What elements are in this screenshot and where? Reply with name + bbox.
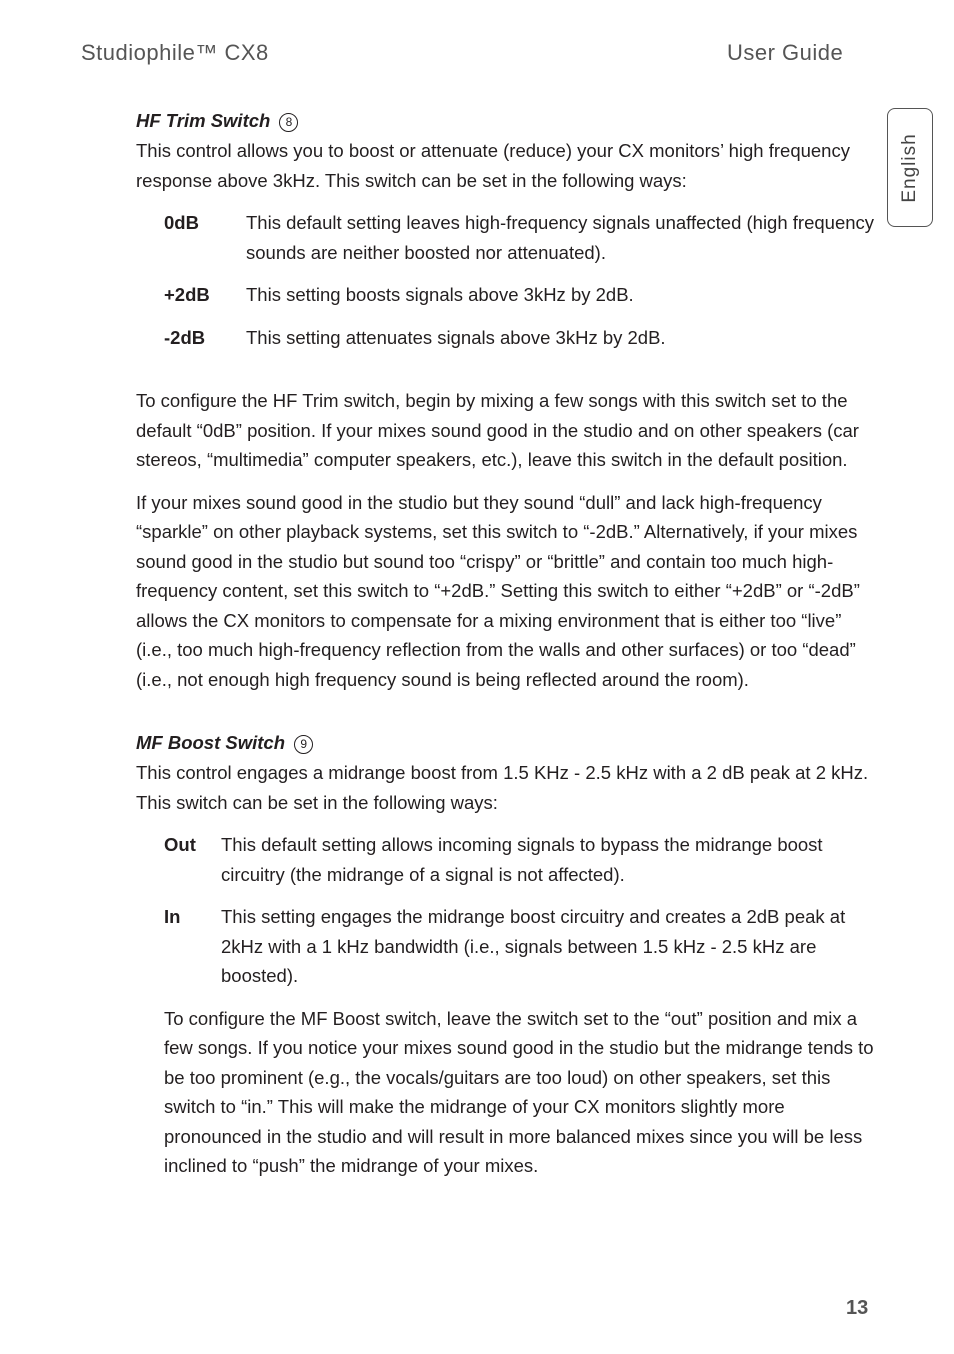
hf-trim-options: [164, 208, 876, 352]
hf-trim-paragraph-1: To configure the HF Trim switch, begin by mixing a few songs with this switch set to the default “0dB” position. If your mixes sound good in the studio and on other speakers (car stereos, “multimedia” computer speakers, etc.), leave this switch in the default position.: [136, 390, 859, 470]
option-description: This default setting leaves high-frequency signals unaffected (high frequency sounds are neither boosted nor attenuated).: [246, 212, 875, 263]
option-key: +2dB: [164, 284, 210, 305]
option-key: Out: [164, 834, 196, 855]
language-tab: [887, 108, 933, 227]
header-product-title: Studiophile™ CX8: [81, 40, 269, 65]
option-row: [164, 280, 876, 310]
option-description: This default setting allows incoming signals to bypass the midrange boost circuitry (the midrange of a signal is not affected).: [221, 834, 823, 885]
option-row: [164, 902, 876, 991]
mf-boost-intro: This control engages a midrange boost from 1.5 KHz - 2.5 kHz with a 2 dB peak at 2 kHz. This switch can be set in the following ways:: [136, 762, 869, 813]
hf-trim-intro: This control allows you to boost or attenuate (reduce) your CX monitors’ high frequency response above 3kHz. This switch can be set in the following ways:: [136, 140, 850, 191]
hf-trim-heading: [136, 106, 876, 136]
mf-boost-paragraph-1: To configure the MF Boost switch, leave the switch set to the “out” position and mix a few songs. If you notice your mixes sound good in the studio but the midrange tends to be too prominent (e.g., the vocals/guitars are too loud) on other speakers, set this switch to “in.” This will make the midrange of your CX monitors slightly more pronounced in the studio and will result in more balanced mixes since you will be less inclined to “push” the midrange of your mixes.: [164, 1007, 874, 1176]
option-row: [164, 208, 876, 267]
spacer: [136, 365, 876, 386]
mf-boost-title: MF Boost Switch: [136, 732, 286, 753]
header-guide-title: User Guide: [727, 40, 844, 65]
hf-trim-title: HF Trim Switch: [136, 110, 271, 131]
mf-boost-number-badge: 9: [294, 735, 313, 754]
page-number: 13: [846, 1297, 869, 1319]
mf-boost-options: [164, 830, 876, 991]
hf-trim-paragraph-2: If your mixes sound good in the studio but they sound “dull” and lack high-frequency “sparkle” on other playback systems, set this switch to “-2dB.” Alternatively, if your mixes sound good in the studio but sound too “crispy” or “brittle” and contain too much high-frequency content, set this switch to “+2dB.” Setting this switch to either “+2dB” or “-2dB” allows the CX monitors to compensate for a mixing environment that is either too “live” (i.e., too much high-frequency reflection from the walls and other surfaces) or too “dead” (i.e., not enough high frequency sound is being reflected around the room).: [136, 491, 860, 690]
main-content: [136, 106, 876, 1194]
option-description: This setting attenuates signals above 3kHz by 2dB.: [246, 326, 666, 348]
spacer: [136, 707, 876, 728]
option-description: This setting engages the midrange boost circuitry and creates a 2dB peak at 2kHz with a 1 kHz bandwidth (i.e., signals between 1.5 kHz - 2.5 kHz are boosted).: [221, 906, 846, 986]
hf-trim-number-badge: 8: [279, 113, 298, 132]
option-key: -2dB: [164, 326, 206, 348]
option-key: In: [164, 906, 181, 927]
option-row: [164, 323, 876, 353]
option-description: This setting boosts signals above 3kHz by 2dB.: [246, 284, 634, 305]
mf-boost-heading: [136, 728, 876, 758]
language-tab-label: English: [899, 132, 920, 203]
option-row: [164, 830, 876, 889]
option-key: 0dB: [164, 212, 199, 233]
